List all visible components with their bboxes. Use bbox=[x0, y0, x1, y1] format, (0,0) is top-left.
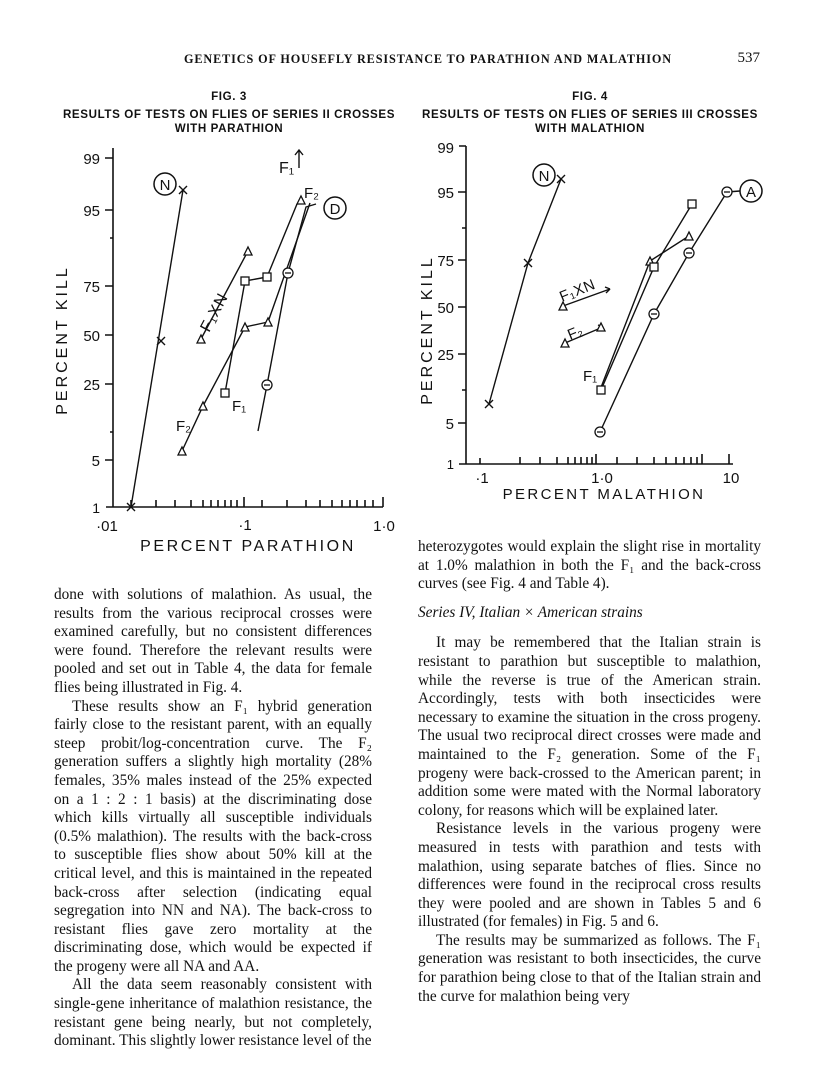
section-heading: Series IV, Italian × American strains bbox=[418, 603, 643, 621]
left-paragraph-1: done with solutions of malathion. As usual, the results from the various reciprocal crosses were examined carefully, but no consistent differences were found. Therefore the relevant results were pooled and set out in Table 4, the data for female flies being illustrated in Fig. 4. bbox=[54, 586, 372, 696]
fig3-label-F1XN: F₁XN bbox=[197, 290, 232, 335]
svg-text:N: N bbox=[159, 177, 171, 194]
figure-4-chart bbox=[416, 135, 776, 507]
fig3-label-N bbox=[154, 173, 176, 195]
fig3-label-D bbox=[324, 197, 346, 219]
fig3-line-N bbox=[131, 190, 183, 507]
right-paragraph-1: It may be remembered that the Italian strain is resistant to parathion but susceptible to malathion, while the reverse is true of the American strain. Accordingly, tests with both insecticides were necessary to examine the situation in the cross progeny. The usual two reciprocal direct crosses were made and maintained to the F₂ generation. Some of the F₁ progeny were back-crossed to the American parent; in addition some were mated with the Normal laboratory colony, for reasons which will be explained later. bbox=[418, 634, 761, 819]
fig3-x-axis-title: PERCENT PARATHION bbox=[140, 538, 356, 555]
fig3-ytick-5: 5 bbox=[91, 453, 100, 470]
fig3-label-F1-arrow: F₁ bbox=[279, 160, 295, 177]
fig3-ytick-75: 75 bbox=[83, 279, 100, 296]
left-paragraph-2: These results show an F₁ hybrid generation fairly close to the resistant parent, with an equally steep probit/log-concentration curve. The F₂ generation suffers a slightly high mortality (28% females, 35% males instead of the 25% expected on a 1 : 2 : 1 basis) at the discriminating dose which kills virtually all susceptible individuals (0.5% malathion). The results with the back-cross to susceptible flies show about 50% kill at the critical level, and this is maintained in the repeated back-cross after selection (indicating equal segregation into NN and NA). The back-cross to resistant flies gave zero mortality at the discriminating dose, which would be expected if the progeny were all NA and AA. bbox=[54, 697, 372, 975]
figure-4-number: FIG. 4 bbox=[572, 90, 608, 103]
svg-text:D: D bbox=[329, 201, 341, 218]
fig4-ytick-95: 95 bbox=[437, 185, 454, 202]
figure-3-number: FIG. 3 bbox=[211, 90, 247, 103]
fig3-line-D bbox=[258, 204, 316, 431]
fig4-label-F2: F₂ bbox=[565, 322, 586, 344]
fig4-label-A bbox=[740, 180, 762, 202]
fig3-triangle-markers bbox=[178, 196, 305, 455]
fig4-xtick-01: ·1 bbox=[475, 470, 489, 487]
fig3-ytick-1: 1 bbox=[92, 500, 100, 516]
fig3-arrow-up bbox=[295, 150, 303, 168]
fig3-ytick-25: 25 bbox=[83, 377, 100, 394]
fig3-label-F2-low: F₂ bbox=[176, 418, 191, 435]
fig4-ytick-5: 5 bbox=[445, 416, 454, 433]
figure-3-caption bbox=[54, 90, 404, 136]
fig4-line-A bbox=[600, 192, 727, 432]
fig4-label-F1XN: F₁XN bbox=[557, 276, 598, 306]
fig3-xtick-01: ·1 bbox=[238, 517, 252, 534]
fig3-label-F1-low: F₁ bbox=[232, 398, 247, 415]
running-header bbox=[54, 50, 760, 70]
fig3-ytick-99: 99 bbox=[83, 151, 100, 168]
fig4-y-axis-title: PERCENT KILL bbox=[419, 255, 436, 405]
fig3-line-F2 bbox=[182, 322, 268, 451]
fig3-label-F2-top: F₂ bbox=[304, 185, 319, 202]
figure-3-chart bbox=[50, 135, 410, 560]
fig4-ytick-1: 1 bbox=[446, 457, 454, 472]
right-paragraph-0: heterozygotes would explain the slight rise in mortality at 1.0% malathion in both the F₁ and the back-cross curves (see Fig. 4 and Table 4). bbox=[418, 538, 761, 593]
fig3-ytick-95: 95 bbox=[83, 203, 100, 220]
left-column bbox=[54, 586, 372, 1051]
fig4-ytick-99: 99 bbox=[437, 140, 454, 157]
figure-3-title-line2: WITH PARATHION bbox=[174, 122, 284, 135]
fig3-xtick-001: ·01 bbox=[96, 518, 118, 535]
fig3-square-markers bbox=[221, 273, 271, 397]
figure-4-title-line2: WITH MALATHION bbox=[535, 122, 645, 135]
fig4-label-N bbox=[533, 164, 555, 186]
fig4-xtick-10x: 10 bbox=[722, 470, 740, 487]
page-number: 537 bbox=[737, 50, 760, 66]
fig4-ytick-50: 50 bbox=[437, 300, 454, 317]
fig4-xtick-10: 1·0 bbox=[591, 470, 613, 487]
fig4-line-F1 bbox=[601, 204, 692, 390]
fig4-ytick-75: 75 bbox=[437, 253, 454, 270]
fig3-ytick-50: 50 bbox=[83, 328, 100, 345]
figure-4-caption bbox=[414, 90, 766, 136]
right-paragraph-2: Resistance levels in the various progeny were measured in tests with parathion and tests with malathion, using separate batches of flies. Since no differences were found in the reciprocal cross results they were pooled and are shown in Tables 5 and 6 illustrated (for females) in Fig. 5 and 6. bbox=[418, 820, 761, 931]
right-paragraph-3: The results may be summarized as follows. The F₁ generation was resistant to both insecticides, the curve for parathion being close to that of the Italian strain and the curve for malathion being very bbox=[418, 931, 761, 1005]
fig4-label-F1: F₁ bbox=[583, 368, 598, 385]
fig4-line-N bbox=[489, 179, 561, 404]
fig4-ytick-25: 25 bbox=[437, 347, 454, 364]
figure-3-title-line1: RESULTS OF TESTS ON FLIES OF SERIES II CROSSES bbox=[62, 108, 396, 121]
right-column bbox=[418, 538, 761, 1006]
running-title: GENETICS OF HOUSEFLY RESISTANCE TO PARATHION AND MALATHION bbox=[184, 52, 672, 66]
svg-text:N: N bbox=[538, 168, 550, 185]
fig3-xtick-10: 1·0 bbox=[373, 518, 395, 535]
left-paragraph-3: All the data seem reasonably consistent with single-gene inheritance of malathion resistance, the resistant gene being nearly, but not completely, dominant. This slightly lower resistance level of the bbox=[54, 976, 372, 1050]
fig4-x-axis-title: PERCENT MALATHION bbox=[502, 486, 706, 503]
svg-text:A: A bbox=[745, 184, 757, 201]
fig3-y-axis-title: PERCENT KILL bbox=[54, 265, 71, 415]
figure-4-title-line1: RESULTS OF TESTS ON FLIES OF SERIES III CROSSES bbox=[422, 108, 758, 121]
